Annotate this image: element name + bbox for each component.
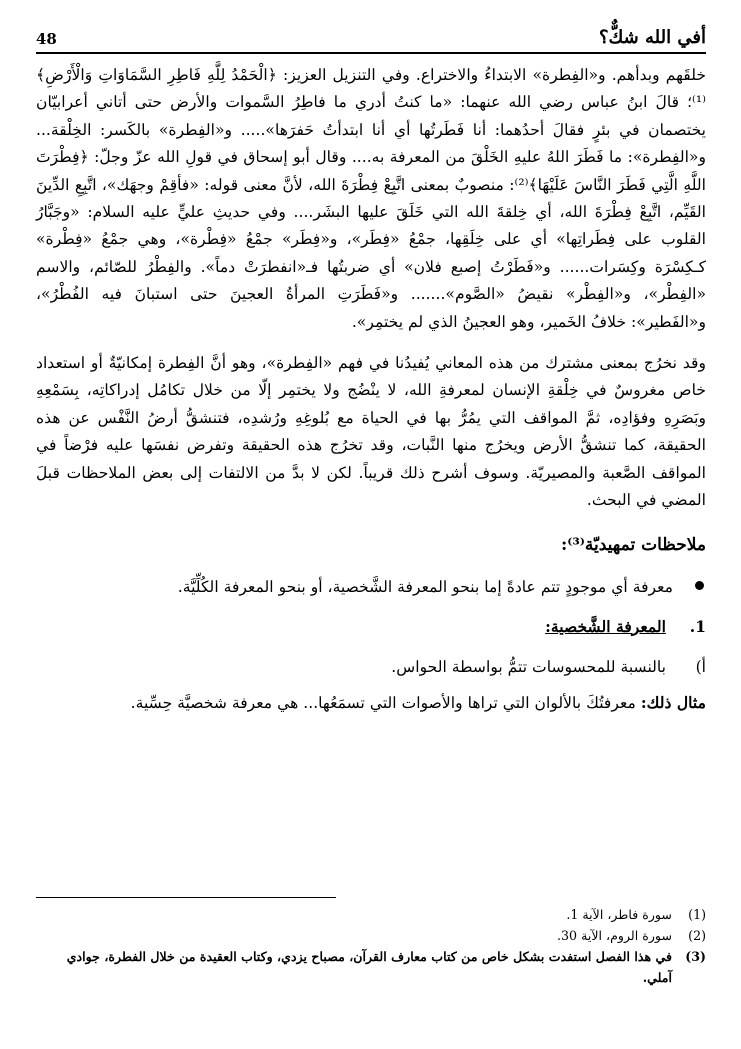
bullet-icon <box>695 581 704 590</box>
paragraph-definition: خلقَهم وبدأهم. و«الفِطرة» الابتداءُ والاختراع. وفي التنزيل العزيز: ﴿الْحَمْدُ لِلَّهِ فَاطِرِ السَّمَاوَاتِ وَالْأَرْضِ﴾⁽¹⁾؛ قالَ ابنُ عباس رضي الله عنهما: «ما كنتُ أدري ما فاطِرُ السَّموات والأرض حتى أتاني أعرابيّان يختصمان في بئرٍ فقالَ أحدُهما: أنا فَطَرتُها أي أنا ابتدأتُ حَفرَها»..... و«الفِطرة» بالكَسر: الخِلْقة... و«الفِطرة»: ما فَطَرَ اللهُ عليهِ الخَلْقَ من المعرفة به.... وقال أبو إسحاق في قولِ الله عزّ وجلّ: ﴿فِطْرَتَ اللَّهِ الَّتِي فَطَرَ النَّاسَ عَلَيْهَا﴾⁽²⁾: منصوبٌ بمعنى اتَّبِعْ فِطْرَةَ الله، لأنَّ معنى قوله: «فأقِمْ وجهَك»، اتَّبِعِ الدِّينَ القَيِّم، اتَّبِعْ فِطْرَةَ الله، أي خِلقةَ الله التي خَلَقَ عليها البشَر.... وفي حديثِ عليٍّ عليه السلام: «وجَبَّارُ القلوب على فِطَراتِها» أي على خِلَقِها، جمْعُ «فِطَر»، و«فِطَر» جمْعُ «فِطْرة»، وهي جمْعُ «فِطْرة» كـكِسْرَة وكِسَرات...... و«فَطَرْتُ إصبع فلان» أي ضربتُها فـ«انفطرَتْ دماً». والفِطْرُ للصّائم، والاسم «الفِطْر»، و«الفِطْر» نقيضُ «الصَّوم»....... و«فَطَرَتِ المرأةُ العجينَ حتى استبانَ فيه الفُطْرُ»، و«الفَطير»: خلافُ الخَمير، وهو العجينُ الذي لم يختمِر». <box>36 66 706 331</box>
bullet-text: معرفة أي موجودٍ تتم عادةً إما بنحو المعرفة الشَّخصية، أو بنحو المعرفة الكُلِّيَّة. <box>177 577 673 596</box>
bullet-item <box>36 569 706 605</box>
footnotes <box>36 904 706 988</box>
sub-item <box>36 649 706 685</box>
book-page <box>36 22 706 717</box>
page-header <box>36 22 706 54</box>
footnote-text: سورة الروم، الآية 30. <box>557 928 672 943</box>
footnote-number: (2) <box>688 928 706 943</box>
numbered-item <box>36 609 706 645</box>
page-number: 48 <box>36 30 57 48</box>
footnote-number: (1) <box>688 907 706 922</box>
item-number: 1. <box>689 616 706 636</box>
footnote-text: في هذا الفصل استفدت بشكل خاص من كتاب معارف القرآن، مصباح يزدي، وكتاب العقيدة من خلال الفطرة، جوادي آملي. <box>66 949 672 985</box>
paragraph-meaning: وقد نخرُج بمعنى مشترك من هذه المعاني يُفيدُنا في فهم «الفِطرة»، وهو أنَّ الفِطرة إمكانيّةٌ أو استعداد خاص مغروسٌ في خِلْقةِ الإنسان لمعرفةِ الله، لا ينْضُج ولا يختمِر إلّا من خلال تكامُل إدراكاتِه، بِسَمْعِهِ وبَصَرِهِ وفؤادِه، ثمَّ المواقف التي يمُرُّ بها في الحياة مع بُلوغِهِ ورُشدِه، فتنشقُّ أرضُ النَّفْس عن هذه الحقيقة، كما تنشقُّ الأرض ويخرُج منها النَّبات، وقد تخرُج هذه الحقيقة وتفرض نفسَها عليه فرْضاً في المواقف الصَّعبة والمصيريّة. وسوف أشرح ذلك قريباً. لكن لا بدَّ من الالتفات إلى بعض الملاحظات قبلَ المضي في البحث. <box>36 354 707 510</box>
sub-item-text: بالنسبة للمحسوسات تتمُّ بواسطة الحواس. <box>391 657 666 676</box>
footnote-text: سورة فاطر، الآية 1. <box>566 907 672 922</box>
example-paragraph <box>36 689 706 717</box>
footnote <box>36 925 706 946</box>
footnote <box>36 946 706 988</box>
footnote <box>36 904 706 925</box>
item-title: المعرفة الشَّخصية: <box>545 616 666 636</box>
footnote-number: (3) <box>685 949 706 964</box>
running-title: أفي الله شكٌّ؟ <box>598 27 706 48</box>
example-lead: مثال ذلك: <box>640 692 706 712</box>
example-text: معرفتُكَ بالألوان التي تراها والأصوات التي تسمَعُها... هي معرفة شخصيَّة حِسِّية. <box>130 693 641 712</box>
section-heading: ملاحظات تمهيديّة⁽³⁾: <box>561 534 706 555</box>
sub-item-label: أ) <box>695 657 706 676</box>
footnote-rule <box>36 897 336 898</box>
